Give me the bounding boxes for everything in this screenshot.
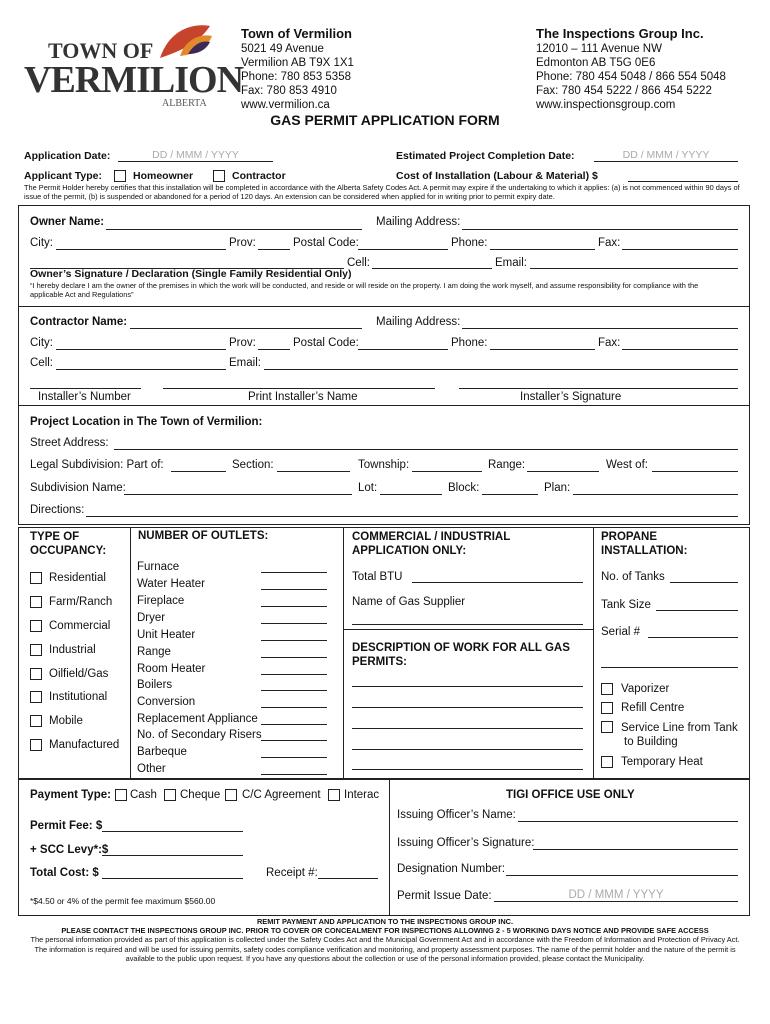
applicant-type-label: Applicant Type: (24, 170, 102, 182)
form-title: GAS PERMIT APPLICATION FORM (270, 112, 500, 128)
issue-date-label: Permit Issue Date: (397, 890, 492, 902)
receipt-label: Receipt #: (266, 867, 318, 879)
outlet-count-field[interactable] (261, 589, 327, 590)
installer-signature-label: Installer’s Signature (520, 391, 622, 403)
owner-phone-label: Phone: (451, 237, 488, 249)
contractor-city-label: City: (30, 337, 53, 349)
officer-name-field[interactable] (518, 821, 738, 822)
owner-name-field[interactable] (106, 229, 362, 230)
commercial-checkbox[interactable] (30, 620, 42, 632)
application-date-label: Application Date: (24, 150, 111, 162)
refill-label: Refill Centre (621, 702, 685, 714)
homeowner-checkbox[interactable] (114, 170, 126, 182)
total-btu-label: Total BTU (352, 571, 403, 583)
contractor-cell-label: Cell: (30, 357, 54, 369)
divider (18, 306, 749, 307)
outlet-item: Boilers (137, 679, 173, 691)
divider (593, 527, 594, 779)
owner-prov-field[interactable] (258, 249, 290, 250)
outlet-item: Room Heater (137, 663, 206, 675)
town-city: Vermilion AB T9X 1X1 (241, 57, 354, 69)
outlet-count-field[interactable] (261, 640, 327, 641)
tanks-field[interactable] (670, 582, 738, 583)
tigi-name: The Inspections Group Inc. (536, 26, 704, 41)
town-name: Town of Vermilion (241, 26, 352, 41)
farm-ranch-checkbox[interactable] (30, 596, 42, 608)
divider (343, 527, 344, 779)
tank-size-label: Tank Size (601, 599, 651, 611)
footer-privacy: The personal information provided as part of this application is collected under the Safety Codes Act and the Municipal Government Act and in accordance with the Freedom of Information and Protection of Privacy Act. The information is required and will be used for issuing permits, safety codes compliance verification and monitoring, and property assessment purposes. The name of the permit holder and the nature of the permit is available to the public upon request. If you have any questions about the collection or use of the personal information provided, please contact the Municipality. (30, 935, 740, 963)
occupancy-item: Residential (49, 572, 106, 584)
tigi-street: 12010 – 111 Avenue NW (536, 43, 662, 55)
permit-fee-label: Permit Fee: $ (30, 820, 103, 832)
contractor-email-label: Email: (229, 357, 261, 369)
owner-mailing-field[interactable] (462, 229, 738, 230)
logo-line2: VERMILION (24, 59, 244, 101)
payment-type-label: Payment Type: (30, 789, 111, 801)
industrial-checkbox[interactable] (30, 644, 42, 656)
outlet-count-field[interactable] (261, 774, 327, 775)
officer-signature-field[interactable] (533, 849, 738, 850)
lot-field[interactable] (380, 494, 442, 495)
total-btu-field[interactable] (412, 582, 583, 583)
tigi-address (536, 42, 726, 112)
section-field[interactable] (277, 471, 350, 472)
contractor-checkbox[interactable] (213, 170, 225, 182)
contractor-name-label: Contractor Name: (30, 316, 128, 328)
vaporizer-checkbox[interactable] (601, 683, 613, 695)
designation-label: Designation Number: (397, 863, 506, 875)
installation-cost-label: Cost of Installation (Labour & Material) $ (396, 170, 598, 182)
contractor-prov-field[interactable] (258, 349, 290, 350)
owner-email-label: Email: (495, 257, 527, 269)
outlet-item: Water Heater (137, 578, 205, 590)
logo-line1: TOWN OF (48, 38, 154, 63)
plan-label: Plan: (544, 482, 571, 494)
mobile-checkbox[interactable] (30, 715, 42, 727)
installer-name-field[interactable] (163, 388, 435, 389)
outlet-count-field[interactable] (261, 690, 327, 691)
west-of-label: West of: (606, 459, 648, 471)
contractor-label: Contractor (232, 170, 286, 182)
outlet-count-field[interactable] (261, 572, 327, 573)
township-label: Township: (358, 459, 410, 471)
directions-field[interactable] (86, 516, 738, 517)
serial-field[interactable] (648, 637, 738, 638)
owner-fax-field[interactable] (622, 249, 738, 250)
occupancy-item: Commercial (49, 620, 111, 632)
completion-date-label: Estimated Project Completion Date: (396, 150, 575, 162)
scc-levy-label: + SCC Levy*:$ (30, 844, 109, 856)
permit-notice: The Permit Holder hereby certifies that this installation will be completed in accordance with the Alberta Safety Codes Act. A permit may expire if the undertaking to which it applies: (a) is not commenced within 90 days of issue of the permit, (b) is suspended or abandoned for a period of 120 days. An extension can be considered when applied for in writing prior to permit expiry date. (24, 183, 740, 201)
contractor-mailing-label: Mailing Address: (376, 316, 461, 328)
footer-contact: PLEASE CONTACT THE INSPECTIONS GROUP INC. PRIOR TO COVER OR CONCEALMENT FOR INSPECTIONS ALLOWING 2 - 5 WORKING DAYS NOTICE AND PROVIDE SAFE ACCESS (61, 926, 709, 935)
outlet-count-field[interactable] (261, 757, 327, 758)
owner-postal-field[interactable] (358, 249, 448, 250)
temporary-heat-checkbox[interactable] (601, 756, 613, 768)
interac-checkbox[interactable] (328, 789, 340, 801)
description-field[interactable] (352, 686, 583, 687)
total-cost-field[interactable] (102, 878, 243, 879)
part-of-field[interactable] (171, 471, 226, 472)
tigi-city: Edmonton AB T5G 0E6 (536, 57, 656, 69)
manufactured-checkbox[interactable] (30, 739, 42, 751)
owner-declaration: “I hereby declare I am the owner of the premises in which the work will be conducted, and reside or will reside on the property. I am doing the work myself, and assume responsibility for compliance with the applicable Act and Regulations” (30, 281, 699, 299)
contractor-phone-field[interactable] (490, 349, 595, 350)
officer-name-label: Issuing Officer’s Name: (397, 809, 516, 821)
outlet-count-field[interactable] (261, 740, 327, 741)
levy-footnote: *$4.50 or 4% of the permit fee maximum $560.00 (30, 896, 216, 906)
outlet-item: Conversion (137, 696, 196, 708)
owner-mailing-label: Mailing Address: (376, 216, 461, 228)
owner-signature-title: Owner’s Signature / Declaration (Single Family Residential Only) (30, 268, 352, 280)
divider (343, 629, 593, 630)
description-field[interactable] (352, 749, 583, 750)
refill-checkbox[interactable] (601, 702, 613, 714)
outlet-count-field[interactable] (261, 724, 327, 725)
owner-cell-label: Cell: (347, 257, 371, 269)
outlets-title: NUMBER OF OUTLETS: (138, 530, 269, 542)
flame-leaf-icon (150, 18, 220, 63)
cheque-checkbox[interactable] (164, 789, 176, 801)
divider (130, 527, 131, 779)
description-field[interactable] (352, 728, 583, 729)
contractor-email-field[interactable] (264, 369, 738, 370)
town-web: www.vermilion.ca (241, 99, 330, 111)
block-field[interactable] (482, 494, 538, 495)
contractor-fax-label: Fax: (598, 337, 621, 349)
outlet-count-field[interactable] (261, 707, 327, 708)
block-label: Block: (448, 482, 480, 494)
contractor-prov-label: Prov: (229, 337, 256, 349)
description-title: DESCRIPTION OF WORK FOR ALL GAS PERMITS: (352, 642, 570, 668)
receipt-field[interactable] (318, 878, 378, 879)
contractor-postal-label: Postal Code: (293, 337, 359, 349)
outlet-item: Other (137, 763, 166, 775)
footer-remit: REMIT PAYMENT AND APPLICATION TO THE INSPECTIONS GROUP INC. (256, 917, 514, 926)
tigi-phone: Phone: 780 454 5048 / 866 554 5048 (536, 71, 726, 83)
installer-number-label: Installer’s Number (38, 391, 131, 403)
owner-email-field[interactable] (530, 268, 738, 269)
directions-label: Directions: (30, 504, 85, 516)
gas-supplier-field[interactable] (352, 624, 583, 625)
plan-field[interactable] (573, 494, 738, 495)
oilfield-gas-checkbox[interactable] (30, 668, 42, 680)
subdivision-label: Subdivision Name: (30, 482, 126, 494)
owner-phone-field[interactable] (490, 249, 595, 250)
street-field[interactable] (114, 449, 738, 450)
cash-checkbox[interactable] (115, 789, 127, 801)
range-field[interactable] (527, 471, 599, 472)
outlet-count-field[interactable] (261, 674, 327, 675)
occupancy-item: Oilfield/Gas (49, 668, 109, 680)
installer-name-label: Print Installer’s Name (248, 391, 358, 403)
outlet-item: Barbeque (137, 746, 187, 758)
propane-title: PROPANE INSTALLATION: (601, 531, 688, 557)
occupancy-item: Mobile (49, 715, 83, 727)
owner-city-label: City: (30, 237, 53, 249)
main-form-box (18, 205, 750, 525)
completion-date-field[interactable]: DD / MMM / YYYY (594, 149, 738, 162)
subdivision-field[interactable] (124, 494, 352, 495)
legal-label: Legal Subdivision: Part of: (30, 459, 164, 471)
occupancy-item: Manufactured (49, 739, 120, 751)
occupancy-item: Farm/Ranch (49, 596, 113, 608)
logo-line3: ALBERTA (162, 98, 207, 109)
owner-postal-label: Postal Code: (293, 237, 359, 249)
contractor-name-field[interactable] (130, 328, 362, 329)
tigi-fax: Fax: 780 454 5222 / 866 454 5222 (536, 85, 712, 97)
location-title: Project Location in The Town of Vermilion: (30, 416, 263, 428)
township-field[interactable] (412, 471, 482, 472)
application-date-field[interactable]: DD / MMM / YYYY (118, 149, 273, 162)
owner-city-field[interactable] (56, 249, 226, 250)
tigi-web: www.inspectionsgroup.com (536, 99, 676, 111)
residential-checkbox[interactable] (30, 572, 42, 584)
divider (389, 778, 390, 915)
town-address (241, 42, 354, 112)
occupancy-item: Institutional (49, 691, 108, 703)
serial-extra-field[interactable] (601, 667, 738, 668)
interac-label: Interac (344, 789, 380, 801)
tanks-label: No. of Tanks (601, 571, 665, 583)
vaporizer-label: Vaporizer (621, 683, 670, 695)
outlet-item: No. of Secondary Risers (137, 729, 262, 741)
installer-signature-field[interactable] (459, 388, 738, 389)
owner-fax-label: Fax: (598, 237, 621, 249)
outlet-item: Dryer (137, 612, 166, 624)
outlet-item: Furnace (137, 561, 180, 573)
owner-prov-label: Prov: (229, 237, 256, 249)
outlet-count-field[interactable] (261, 606, 327, 607)
homeowner-label: Homeowner (133, 170, 194, 182)
outlet-count-field[interactable] (261, 657, 327, 658)
tank-size-field[interactable] (656, 610, 738, 611)
owner-name-label: Owner Name: (30, 216, 105, 228)
divider (18, 405, 749, 406)
contractor-mailing-field[interactable] (462, 328, 738, 329)
outlet-count-field[interactable] (261, 623, 327, 624)
service-line-checkbox[interactable] (601, 721, 613, 733)
cc-agreement-checkbox[interactable] (225, 789, 237, 801)
occupancy-item: Industrial (49, 644, 96, 656)
town-street: 5021 49 Avenue (241, 43, 324, 55)
cc-agreement-label: C/C Agreement (242, 789, 321, 801)
service-line-label-2: to Building (624, 736, 678, 748)
street-label: Street Address: (30, 437, 109, 449)
town-logo (22, 18, 244, 109)
permit-fee-field[interactable] (102, 831, 243, 832)
issue-date-field[interactable]: DD / MMM / YYYY (494, 889, 738, 902)
installation-cost-field[interactable] (628, 181, 738, 182)
outlet-item: Fireplace (137, 595, 185, 607)
temporary-heat-label: Temporary Heat (621, 756, 703, 768)
institutional-checkbox[interactable] (30, 691, 42, 703)
commercial-title: COMMERCIAL / INDUSTRIAL APPLICATION ONLY: (352, 531, 511, 557)
description-field[interactable] (352, 707, 583, 708)
serial-label: Serial # (601, 626, 640, 638)
owner-cell-field[interactable] (372, 268, 492, 269)
town-fax: Fax: 780 853 4910 (241, 85, 337, 97)
contractor-postal-field[interactable] (358, 349, 448, 350)
contractor-phone-label: Phone: (451, 337, 488, 349)
contractor-cell-field[interactable] (56, 369, 226, 370)
service-line-label: Service Line from Tank (621, 722, 738, 734)
outlet-item: Unit Heater (137, 629, 196, 641)
outlet-item: Replacement Appliance (137, 713, 258, 725)
scc-levy-field[interactable] (102, 855, 243, 856)
gas-supplier-label: Name of Gas Supplier (352, 596, 466, 608)
officer-signature-label: Issuing Officer’s Signature: (397, 837, 535, 849)
cash-label: Cash (130, 789, 157, 801)
occupancy-title: TYPE OF OCCUPANCY: (30, 531, 107, 557)
section-label: Section: (232, 459, 274, 471)
contractor-fax-field[interactable] (622, 349, 738, 350)
range-label: Range: (488, 459, 526, 471)
outlet-item: Range (137, 646, 171, 658)
designation-field[interactable] (506, 875, 738, 876)
contractor-city-field[interactable] (56, 349, 226, 350)
west-of-field[interactable] (652, 471, 738, 472)
total-cost-label: Total Cost: $ (30, 867, 99, 879)
office-title: TIGI OFFICE USE ONLY (506, 789, 635, 801)
lot-label: Lot: (358, 482, 378, 494)
installer-number-field[interactable] (30, 388, 141, 389)
cheque-label: Cheque (180, 789, 221, 801)
description-field[interactable] (352, 769, 583, 770)
town-phone: Phone: 780 853 5358 (241, 71, 351, 83)
